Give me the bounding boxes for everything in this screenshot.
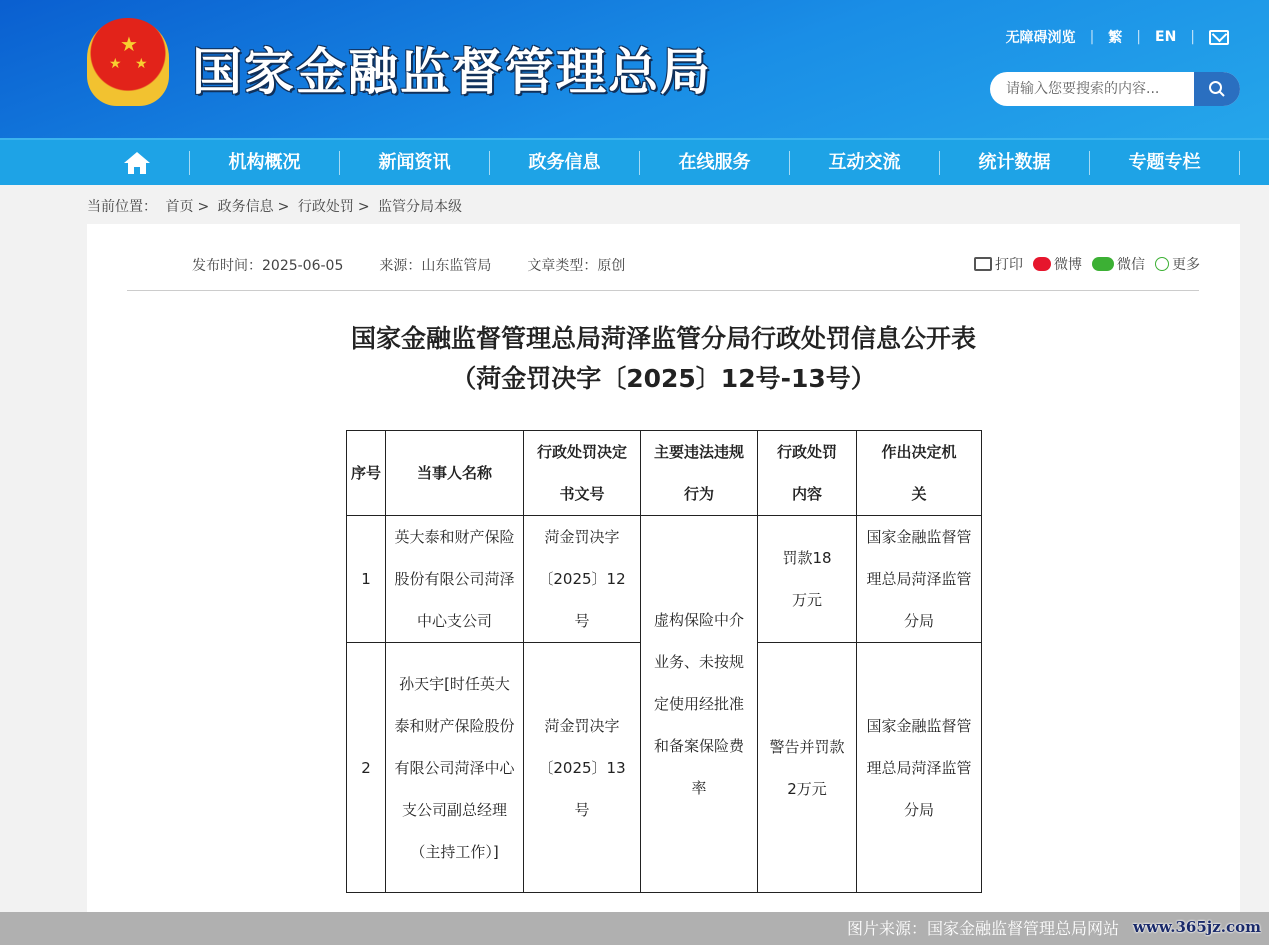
accessibility-link[interactable]: 无障碍浏览 (1005, 30, 1076, 46)
english-link[interactable]: EN (1155, 29, 1177, 45)
more-label: 更多 (1172, 257, 1200, 273)
wechat-icon (1092, 257, 1114, 271)
breadcrumb-sep: > (357, 199, 370, 215)
cell-authority: 国家金融监督管理总局菏泽监管分局 (857, 516, 982, 643)
breadcrumb-link[interactable]: 首页 (165, 199, 194, 215)
breadcrumb-sep: > (277, 199, 290, 215)
col-header: 作出决定机关 (857, 431, 982, 516)
cell-party: 孙天宇[时任英大泰和财产保险股份有限公司菏泽中心支公司副总经理（主持工作）] (386, 643, 524, 893)
cell-doc: 菏金罚决字〔2025〕13号 (524, 643, 641, 893)
nav-item[interactable]: 统计数据 (940, 151, 1090, 175)
share-bar (974, 254, 1200, 274)
printer-icon (974, 257, 992, 271)
home-icon (123, 151, 151, 175)
nav-item[interactable]: 机构概况 (190, 151, 340, 175)
breadcrumb-link[interactable]: 政务信息 (217, 199, 274, 215)
article-type: 文章类型：原创 (527, 258, 626, 274)
breadcrumb-link[interactable]: 行政处罚 (297, 199, 354, 215)
cell-doc: 菏金罚决字〔2025〕12号 (524, 516, 641, 643)
nav-item[interactable]: 专题专栏 (1090, 151, 1240, 175)
col-header: 当事人名称 (386, 431, 524, 516)
cell-authority: 国家金融监督管理总局菏泽监管分局 (857, 643, 982, 893)
source: 来源：山东监管局 (379, 258, 492, 274)
article-meta (192, 255, 625, 275)
breadcrumb-label: 当前位置： (87, 199, 157, 215)
col-header: 序号 (347, 431, 386, 516)
publish-time: 发布时间：2025-06-05 (192, 258, 344, 274)
nav-item[interactable]: 新闻资讯 (340, 151, 490, 175)
penalty-table (346, 430, 982, 893)
cell-party: 英大泰和财产保险股份有限公司菏泽中心支公司 (386, 516, 524, 643)
nav-item[interactable]: 在线服务 (640, 151, 790, 175)
site-title[interactable]: 国家金融监督管理总局 (192, 43, 712, 101)
breadcrumb-sep: > (197, 199, 210, 215)
article-subtitle: （菏金罚决字〔2025〕12号-13号） (451, 364, 876, 393)
weibo-button[interactable] (1033, 254, 1082, 274)
mail-icon[interactable] (1209, 30, 1229, 45)
print-button[interactable] (974, 254, 1023, 274)
cell-penalty: 警告并罚款2万元 (758, 643, 857, 893)
top-links: 无障碍浏览 | 繁 | EN | (1006, 27, 1229, 47)
table-row (347, 516, 982, 643)
more-button[interactable] (1155, 254, 1200, 274)
article-title: 国家金融监督管理总局菏泽监管分局行政处罚信息公开表 (350, 324, 976, 353)
search-icon (1208, 80, 1226, 98)
col-header: 行政处罚内容 (758, 431, 857, 516)
watermark: www.365jz.com (1133, 918, 1261, 936)
cell-violation: 虚构保险中介业务、未按规定使用经批准和备案保险费率 (641, 516, 758, 893)
weibo-icon (1033, 257, 1051, 271)
print-label: 打印 (995, 257, 1023, 273)
nav-item[interactable]: 政务信息 (490, 151, 640, 175)
search-button[interactable] (1194, 72, 1240, 106)
main-nav (0, 138, 1269, 185)
wechat-button[interactable] (1092, 254, 1145, 274)
national-emblem-logo: ★ ★ ★ (87, 18, 169, 106)
cell-penalty: 罚款18万元 (758, 516, 857, 643)
cell-no: 2 (347, 643, 386, 893)
wechat-label: 微信 (1117, 257, 1145, 273)
article-card (87, 224, 1240, 924)
col-header: 主要违法违规行为 (641, 431, 758, 516)
nav-item[interactable]: 互动交流 (790, 151, 940, 175)
cell-no: 1 (347, 516, 386, 643)
nav-home[interactable] (115, 151, 190, 175)
weibo-label: 微博 (1054, 257, 1082, 273)
plus-circle-icon (1155, 257, 1169, 271)
search-box (990, 72, 1240, 106)
image-source-caption: 图片来源：国家金融监督管理总局网站 (0, 912, 1269, 945)
breadcrumb (87, 196, 466, 216)
search-input[interactable] (990, 72, 1190, 106)
col-header: 行政处罚决定书文号 (524, 431, 641, 516)
table-header-row (347, 431, 982, 516)
site-header (0, 0, 1269, 138)
divider (127, 290, 1199, 291)
traditional-chinese-link[interactable]: 繁 (1108, 30, 1123, 46)
breadcrumb-link[interactable]: 监管分局本级 (378, 199, 463, 215)
